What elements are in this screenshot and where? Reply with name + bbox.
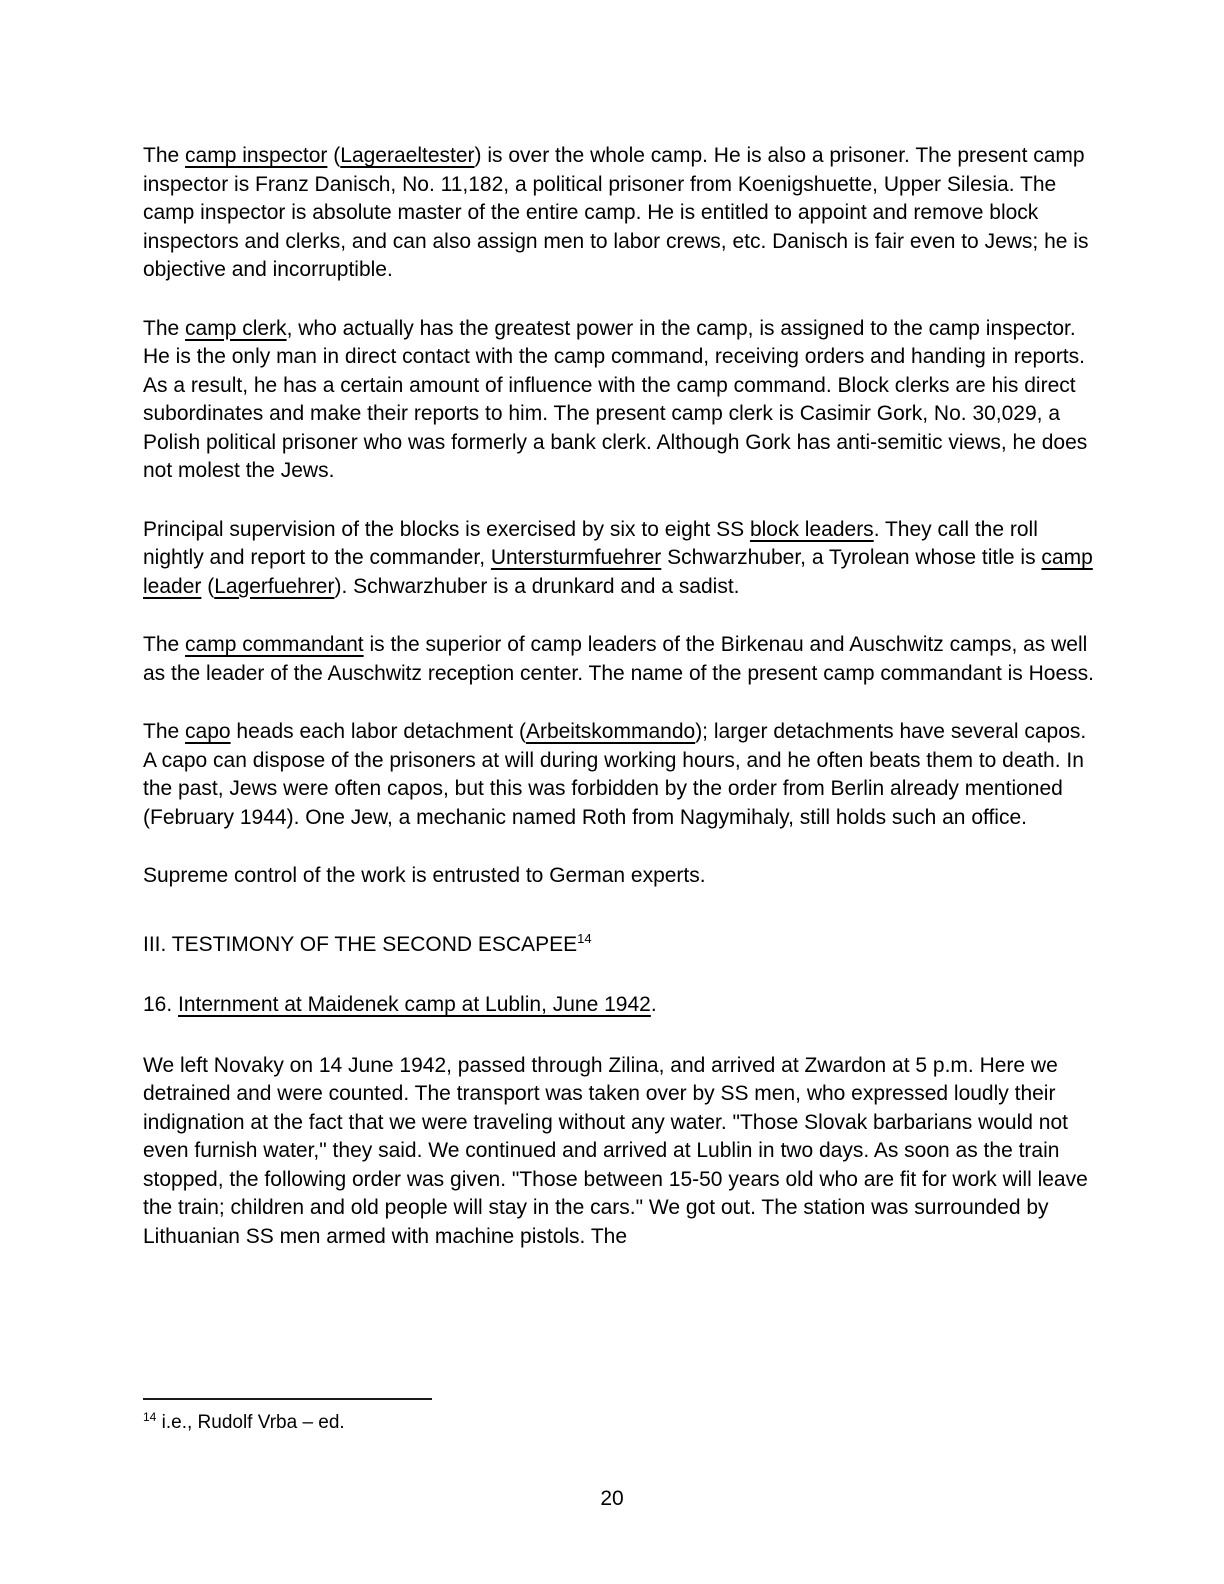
text-run: Principal supervision of the blocks is exercised by six to eight SS bbox=[143, 517, 750, 541]
text-run: capo bbox=[185, 720, 231, 743]
paragraph bbox=[143, 862, 1095, 891]
text-run: camp inspector bbox=[185, 144, 328, 167]
text-run: . They call the roll nightly and report to the commander, bbox=[143, 517, 1038, 569]
text-run: . bbox=[650, 993, 657, 1016]
text-run: The bbox=[143, 144, 186, 167]
page-number: 20 bbox=[600, 1487, 624, 1510]
text-run: The bbox=[143, 316, 186, 340]
text-run: Schwarzhuber, a Tyrolean whose title is bbox=[661, 546, 1042, 569]
text-run: ). Schwarzhuber is a drunkard and a sadist. bbox=[334, 574, 740, 598]
text-run: camp clerk bbox=[185, 316, 287, 340]
footnote-ref: 14 bbox=[577, 930, 592, 946]
text-run: heads each labor detachment ( bbox=[230, 720, 526, 743]
text-run: , who actually has the greatest power in the camp, is assigned to the camp inspector. He is the only man in direct contact with the camp command, receiving orders and handing in reports. As a result, he has a certain amount of influence with the camp command. Block clerks are his direct subordinates and make their reports to him. The present camp clerk is Casimir Gork, No. 30,029, a Polish political prisoner who was formerly a bank clerk. Although Gork has anti-semitic views, he does not molest the Jews. bbox=[143, 316, 1088, 482]
text-run: Internment at Maidenek camp at Lublin, June 1942 bbox=[178, 993, 651, 1016]
footnote-text bbox=[143, 1410, 1095, 1436]
footnote-ref: 14 bbox=[143, 1410, 157, 1424]
text-run: Arbeitskommando bbox=[525, 720, 696, 743]
text-run: ( bbox=[327, 144, 341, 167]
document-body bbox=[143, 142, 1095, 1281]
text-run: i.e., Rudolf Vrba – ed. bbox=[156, 1412, 345, 1433]
footnote bbox=[143, 1398, 1095, 1436]
paragraph bbox=[143, 315, 1095, 486]
paragraph bbox=[143, 516, 1095, 602]
subheading bbox=[143, 991, 1095, 1020]
text-run: We left Novaky on 14 June 1942, passed through Zilina, and arrived at Zwardon at 5 p.m. Here we detrained and were counted. The transport was taken over by SS men, who expressed loudly their indignation at the fact that we were traveling without any water. "Those Slovak barbarians would not even furnish water," they said. We continued and arrived at Lublin in two days. As soon as the train stopped, the following order was given. "Those between 15-50 years old who are fit for work will leave the train; children and old people will stay in the cars." We got out. The station was surrounded by Lithuanian SS men armed with machine pistols. The bbox=[143, 1053, 1088, 1248]
text-run: ); larger detachments have several capos. A capo can dispose of the prisoners at will during working hours, and he often beats them to death. In the past, Jews were often capos, but this was forbidden by the order from Berlin already mentioned (February 1944). One Jew, a mechanic named Roth from Nagymihaly, still holds such an office. bbox=[143, 720, 1087, 829]
paragraph bbox=[143, 1052, 1095, 1252]
paragraph bbox=[143, 142, 1095, 285]
text-run: The bbox=[143, 633, 186, 656]
text-run: 16. bbox=[143, 993, 179, 1016]
text-run: Lagerfuehrer bbox=[214, 574, 335, 598]
text-run: Untersturmfuehrer bbox=[490, 546, 662, 569]
text-run: is the superior of camp leaders of the Birkenau and Auschwitz camps, as well as the leader of the Auschwitz reception center. The name of the present camp commandant is Hoess. bbox=[143, 633, 1094, 685]
text-run: camp commandant bbox=[185, 633, 364, 656]
text-run: ( bbox=[201, 574, 215, 598]
footnote-separator bbox=[143, 1398, 432, 1400]
text-run: Supreme control of the work is entrusted to German experts. bbox=[143, 864, 706, 887]
paragraph bbox=[143, 631, 1095, 688]
section-heading bbox=[143, 931, 1095, 960]
text-run: block leaders bbox=[749, 517, 874, 541]
text-run: Lageraeltester bbox=[340, 144, 475, 167]
text-run: The bbox=[143, 720, 186, 743]
text-run: camp leader bbox=[143, 546, 1093, 598]
text-run: ) is over the whole camp. He is also a prisoner. The present camp inspector is Franz Danisch, No. 11,182, a political prisoner from Koenigshuette, Upper Silesia. The camp inspector is absolute master of the entire camp. He is entitled to appoint and remove block inspectors and clerks, and can also assign men to labor crews, etc. Danisch is fair even to Jews; he is objective and incorruptible. bbox=[143, 144, 1089, 281]
text-run: III. TESTIMONY OF THE SECOND ESCAPEE bbox=[143, 932, 578, 956]
paragraph bbox=[143, 718, 1095, 832]
